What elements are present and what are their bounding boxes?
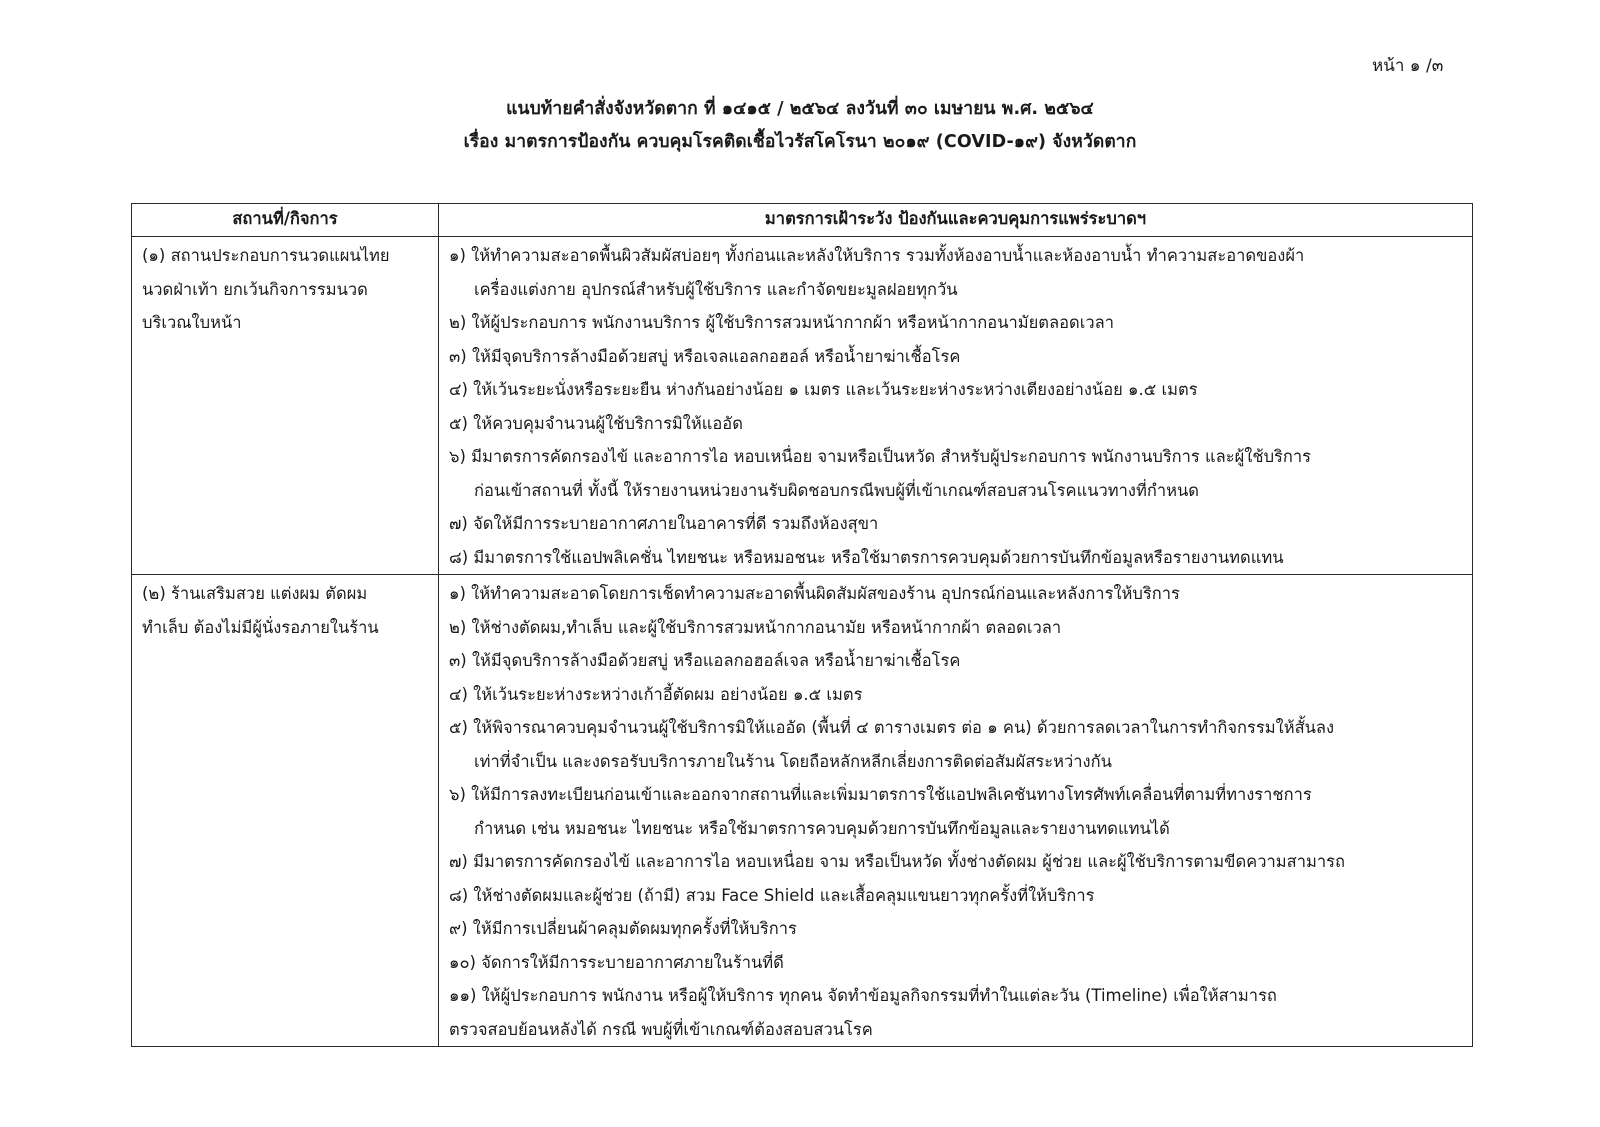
measure-item [449,306,1468,340]
measure-item [449,711,1468,778]
measure-line: กำหนด เช่น หมอชนะ ไทยชนะ หรือใช้มาตรการควบคุมด้วยการบันทึกข้อมูลและรายงานทดแทนได้ [474,818,1170,838]
measure-line: ๔) ให้เว้นระยะนั่งหรือระยะยืน ห่างกันอย่างน้อย ๑ เมตร และเว้นระยะห่างระหว่างเตียงอย่างน้อย ๑.๕ เมตร [449,380,1198,399]
measure-item [449,577,1468,611]
business-line: (๑) สถานประกอบการนวดแผนไทย [142,246,390,265]
measure-line: ๑๐) จัดการให้มีการระบายอากาศภายในร้านที่ดี [449,952,784,972]
measure-item [449,407,1468,441]
header-measures: มาตรการเฝ้าระวัง ป้องกันและควบคุมการแพร่ระบาดฯ [439,204,1473,237]
measure-item [449,879,1468,913]
measures-cell [439,575,1473,1047]
document-subject: เรื่อง มาตรการป้องกัน ควบคุมโรคติดเชื้อไวรัสโคโรนา ๒๐๑๙ (COVID-๑๙) จังหวัดตาก [463,132,1137,152]
measure-line: ๘) มีมาตรการใช้แอปพลิเคชั่น ไทยชนะ หรือหมอชนะ หรือใช้มาตรการควบคุมด้วยการบันทึกข้อมูลหรือรายงานทดแทน [449,547,1284,567]
measure-line: ๑) ให้ทำความสะอาดโดยการเช็ดทำความสะอาดพื้นผิดสัมผัสของร้าน อุปกรณ์ก่อนและหลังการให้บริการ [449,584,1180,603]
measure-item [449,912,1468,946]
measure-item [449,239,1468,306]
measures-cell [439,237,1473,575]
business-line: ทำเล็บ ต้องไม่มีผู้นั่งรอภายในร้าน [142,617,379,637]
measure-item [449,644,1468,678]
page-number: หน้า ๑ /๓ [1372,56,1444,76]
measure-line: ๘) ให้ช่างตัดผมและผู้ช่วย (ถ้ามี) สวม Face Shield และเสื้อคลุมแขนยาวทุกครั้งที่ให้บริการ [449,885,1095,905]
measure-item [449,611,1468,645]
measure-line: ๔) ให้เว้นระยะห่างระหว่างเก้าอี้ตัดผม อย่างน้อย ๑.๕ เมตร [449,684,863,704]
measure-item [449,678,1468,712]
measure-line: ๗) จัดให้มีการระบายอากาศภายในอาคารที่ดี รวมถึงห้องสุขา [449,514,879,533]
measure-line: ก่อนเข้าสถานที่ ทั้งนี้ ให้รายงานหน่วยงานรับผิดชอบกรณีพบผู้ที่เข้าเกณฑ์สอบสวนโรคแนวทางที่กำหนด [474,480,1199,500]
measure-line: ตรวจสอบย้อนหลังได้ กรณี พบผู้ที่เข้าเกณฑ์ต้องสอบสวนโรค [449,1019,873,1039]
measure-line: ๖) มีมาตรการคัดกรองไข้ และอาการไอ หอบเหนื่อย จามหรือเป็นหวัด สำหรับผู้ประกอบการ พนักงานบริการ และผู้ใช้บริการ [449,447,1312,466]
measure-item [449,340,1468,374]
measure-item [449,440,1468,507]
measure-line: ๕) ให้ควบคุมจำนวนผู้ใช้บริการมิให้แออัด [449,413,743,433]
measure-item [449,845,1468,879]
table-header-row [132,204,1473,237]
measure-line: ๗) มีมาตรการคัดกรองไข้ และอาการไอ หอบเหนื่อย จาม หรือเป็นหวัด ทั้งช่างตัดผม ผู้ช่วย และผู้ใช้บริการตามขีดความสามารถ [449,852,1345,871]
measure-line: ๙) ให้มีการเปลี่ยนผ้าคลุมตัดผมทุกครั้งที่ให้บริการ [449,919,797,938]
measures-table [131,203,1473,1047]
measure-item [449,979,1468,1046]
measure-line: ๖) ให้มีการลงทะเบียนก่อนเข้าและออกจากสถานที่และเพิ่มมาตรการใช้แอปพลิเคชันทางโทรศัพท์เคลื่อนที่ตามที่ทางราชการ [449,785,1312,804]
measure-line: ๓) ให้มีจุดบริการล้างมือด้วยสบู่ หรือแอลกอฮอล์เจล หรือน้ำยาฆ่าเชื้อโรค [449,651,961,670]
header-business: สถานที่/กิจการ [132,204,439,237]
measure-item [449,946,1468,980]
measure-item [449,373,1468,407]
measure-item [449,541,1468,575]
table-row [132,575,1473,1047]
measure-line: ๑) ให้ทำความสะอาดพื้นผิวสัมผัสบ่อยๆ ทั้งก่อนและหลังให้บริการ รวมทั้งห้องอาบน้ำและห้องอาบน้ำ ทำความสะอาดของผ้า [449,246,1305,265]
measure-item [449,507,1468,541]
measure-line: เท่าที่จำเป็น และงดรอรับบริการภายในร้าน โดยถือหลักหลีกเลี่ยงการติดต่อสัมผัสระหว่างกัน [474,751,1112,771]
business-cell [132,575,439,1047]
business-line: นวดฝ่าเท้า ยกเว้นกิจการรมนวด [142,279,368,299]
measure-line: ๕) ให้พิจารณาควบคุมจำนวนผู้ใช้บริการมิให้แออัด (พื้นที่ ๔ ตารางเมตร ต่อ ๑ คน) ด้วยการลดเวลาในการทำกิจกรรมให้สั้นลง [449,718,1335,737]
measure-item [449,778,1468,845]
measure-line: เครื่องแต่งกาย อุปกรณ์สำหรับผู้ใช้บริการ และกำจัดขยะมูลฝอยทุกวัน [474,279,958,299]
business-line: บริเวณใบหน้า [142,313,242,332]
measure-line: ๑๑) ให้ผู้ประกอบการ พนักงาน หรือผู้ให้บริการ ทุกคน จัดทำข้อมูลกิจกรรมที่ทำในแต่ละวัน (Timeline) เพื่อให้สามารถ [449,986,1277,1005]
document-title: แนบท้ายคำสั่งจังหวัดตาก ที่ ๑๔๑๕ / ๒๕๖๔ ลงวันที่ ๓๐ เมษายน พ.ศ. ๒๕๖๔ [506,99,1094,119]
business-line: (๒) ร้านเสริมสวย แต่งผม ตัดผม [142,584,368,603]
measure-line: ๒) ให้ช่างตัดผม,ทำเล็บ และผู้ใช้บริการสวมหน้ากากอนามัย หรือหน้ากากผ้า ตลอดเวลา [449,617,1062,637]
table-row [132,237,1473,575]
measure-line: ๒) ให้ผู้ประกอบการ พนักงานบริการ ผู้ใช้บริการสวมหน้ากากผ้า หรือหน้ากากอนามัยตลอดเวลา [449,313,1115,332]
business-cell [132,237,439,575]
measure-line: ๓) ให้มีจุดบริการล้างมือด้วยสบู่ หรือเจลแอลกอฮอล์ หรือน้ำยาฆ่าเชื้อโรค [449,346,961,366]
